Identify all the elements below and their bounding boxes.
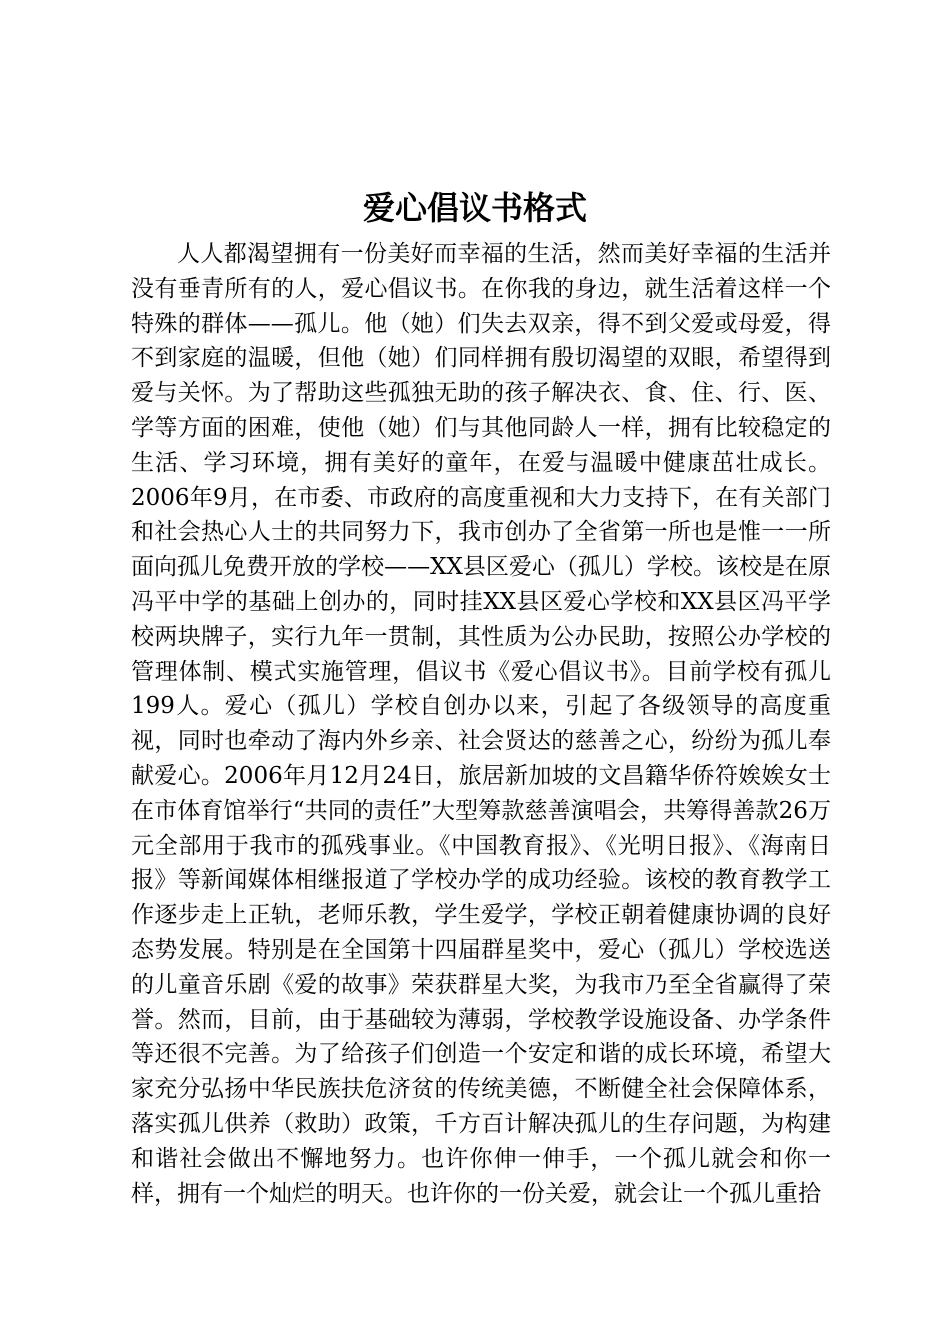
body-paragraph: 人人都渴望拥有一份美好而幸福的生活，然而美好幸福的生活并没有垂青所有的人，爱心倡议书。在你我的身边，就生活着这样一个特殊的群体——孤儿。他（她）们失去双亲，得不到父爱或母爱，得不到家庭的温暖，但他（她）们同样拥有殷切渴望的双眼，希望得到爱与关怀。为了帮助这些孤独无助的孩子解决衣、食、住、行、医、学等方面的困难，使他（她）们与其他同龄人一样，拥有比较稳定的生活、学习环境，拥有美好的童年，在爱与温暖中健康茁壮成长。2006年9月，在市委、市政府的高度重视和大力支持下，在有关部门和社会热心人士的共同努力下，我市创办了全省第一所也是惟一一所面向孤儿免费开放的学校——XX县区爱心（孤儿）学校。该校是在原冯平中学的基础上创办的，同时挂XX县区爱心学校和XX县区冯平学校两块牌子，实行九年一贯制，其性质为公办民助，按照公办学校的管理体制、模式实施管理，倡议书《爱心倡议书》。目前学校有孤儿199人。爱心（孤儿）学校自创办以来，引起了各级领导的高度重视，同时也牵动了海内外乡亲、社会贤达的慈善之心，纷纷为孤儿奉献爱心。2006年月12月24日，旅居新加坡的文昌籍华侨符娭娭女士在市体育馆举行“共同的责任”大型筹款慈善演唱会，共筹得善款26万元全部用于我市的孤残事业。《中国教育报》、《光明日报》、《海南日报》等新闻媒体相继报道了学校办学的成功经验。该校的教育教学工作逐步走上正轨，老师乐教，学生爱学，学校正朝着健康协调的良好态势发展。特别是在全国第十四届群星奖中，爱心（孤儿）学校选送的儿童音乐剧《爱的故事》荣获群星大奖，为我市乃至全省赢得了荣誉。然而，目前，由于基础较为薄弱，学校教学设施设备、办学条件等还很不完善。为了给孩子们创造一个安定和谐的成长环境，希望大家充分弘扬中华民族扶危济贫的传统美德，不断健全社会保障体系，落实孤儿供养（救助）政策，千方百计解决孤儿的生存问题，为构建和谐社会做出不懈地努力。也许你伸一伸手，一个孤儿就会和你一样，拥有一个灿烂的明天。也许你的一份关爱，就会让一个孤儿重拾 <box>131 241 831 1207</box>
document-title: 爱心倡议书格式 <box>362 189 587 227</box>
